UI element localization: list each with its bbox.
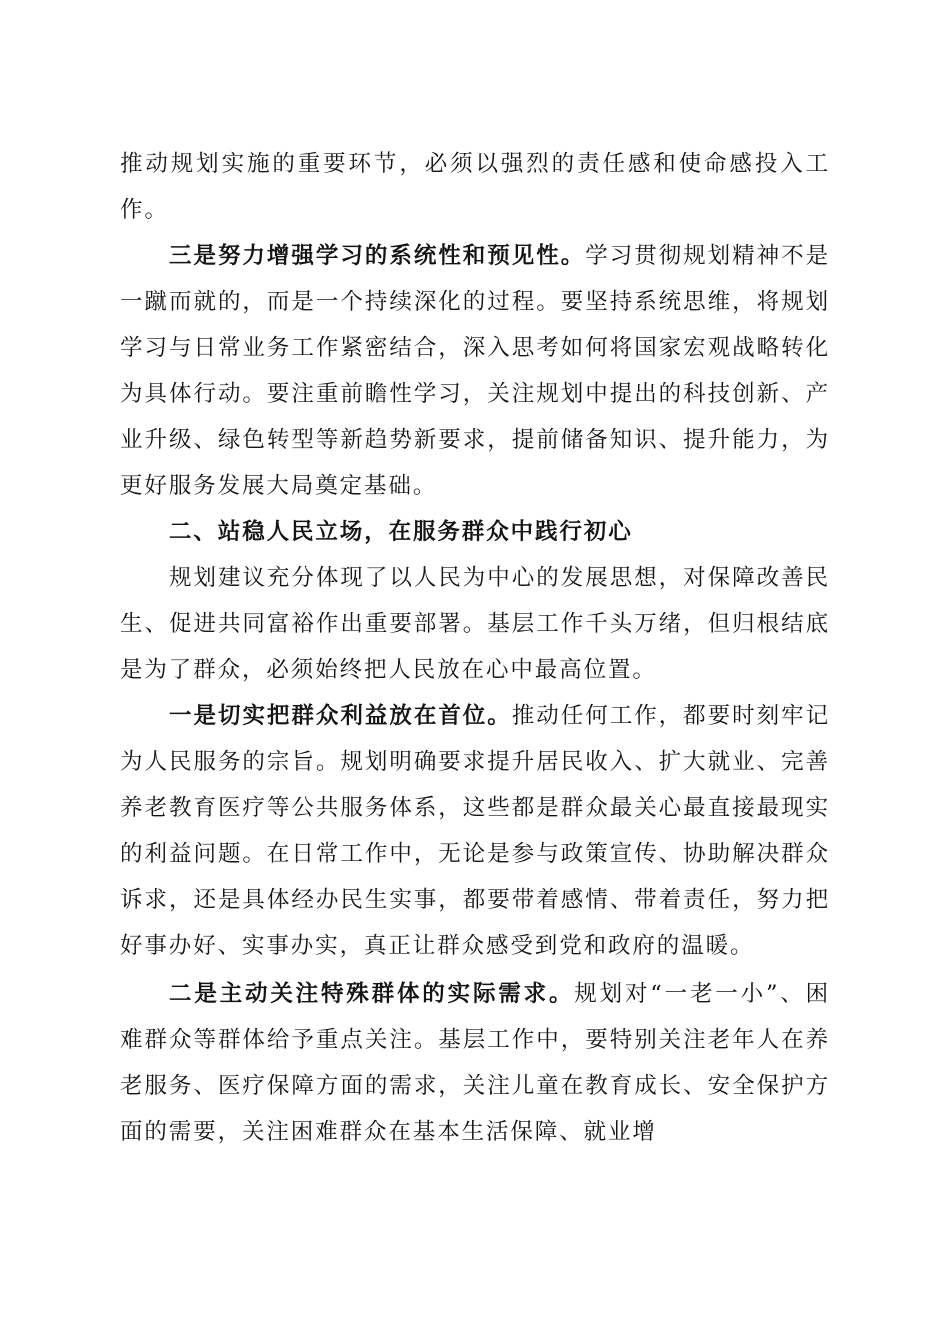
paragraph-lead: 二是主动关注特殊群体的实际需求。 <box>169 981 575 1007</box>
paragraph-special-groups <box>120 971 830 1155</box>
paragraph-text: 推动规划实施的重要环节，必须以强烈的责任感和使命感投入工作。 <box>120 151 830 223</box>
paragraph-text: 规划对“一老一小”、困难群众等群体给予重点关注。基层工作中，要特别关注老年人在养老服务、医疗保障方面的需求，关注儿童在教育成长、安全保护方面的需要，关注困难群众在基本生活保障、就业增 <box>120 981 831 1145</box>
paragraph-people-interests <box>120 693 830 969</box>
document-body <box>120 141 830 1155</box>
paragraph-lead: 三是努力增强学习的系统性和预见性。 <box>169 243 586 269</box>
paragraph-text: 规划建议充分体现了以人民为中心的发展思想，对保障改善民生、促进共同富裕作出重要部署。基层工作千头万绪，但归根结底是为了群众，必须始终把人民放在心中最高位置。 <box>120 565 830 683</box>
paragraph-text: 学习贯彻规划精神不是一蹴而就的，而是一个持续深化的过程。要坚持系统思维，将规划学习与日常业务工作紧密结合，深入思考如何将国家宏观战略转化为具体行动。要注重前瞻性学习，关注规划中提出的科技创新、产业升级、绿色转型等新趋势新要求，提前储备知识、提升能力，为更好服务发展大局奠定基础。 <box>120 243 830 499</box>
paragraph-lead: 一是切实把群众利益放在首位。 <box>169 703 512 729</box>
section-heading: 二、站稳人民立场，在服务群众中践行初心 <box>169 519 633 545</box>
paragraph-people-centered <box>120 555 830 693</box>
paragraph-study-foresight <box>120 233 830 509</box>
paragraph-continuation <box>120 141 830 233</box>
paragraph-text: 推动任何工作，都要时刻牢记为人民服务的宗旨。规划明确要求提升居民收入、扩大就业、完善养老教育医疗等公共服务体系，这些都是群众最关心最直接最现实的利益问题。在日常工作中，无论是参与政策宣传、协助解决群众诉求，还是具体经办民生实事，都要带着感情、带着责任，努力把好事办好、实事办实，真正让群众感受到党和政府的温暖。 <box>120 703 830 959</box>
